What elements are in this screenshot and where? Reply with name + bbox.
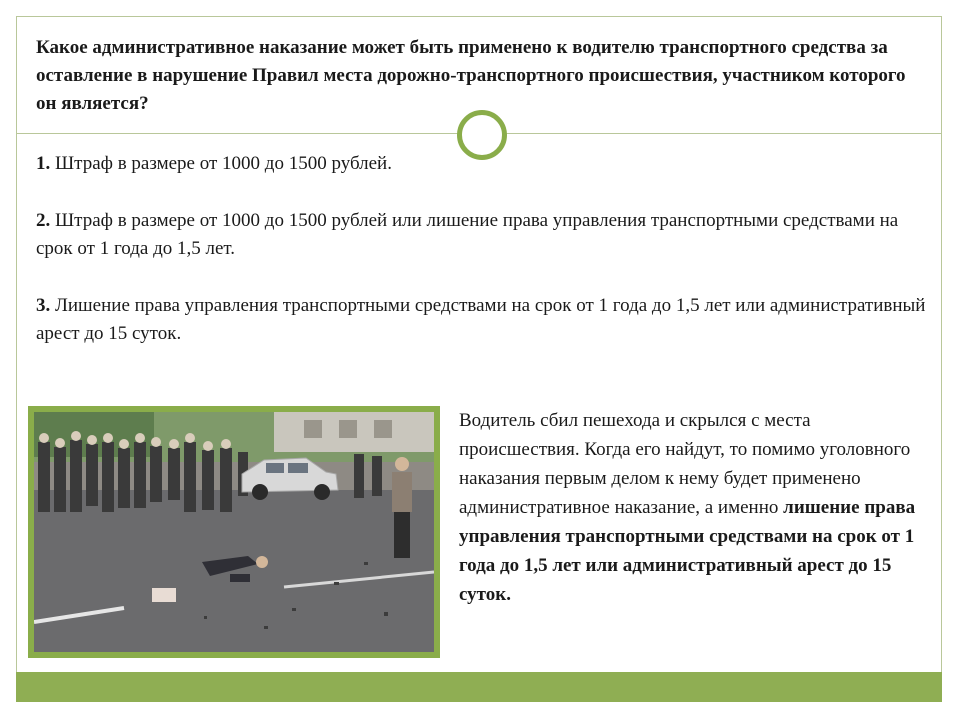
- explanation-plain: Водитель сбил пешехода и скрылся с места происшествия. Когда его найдут, то помимо уголовного наказания первым делом к нему будет применено административное наказание, а именно: [459, 410, 911, 518]
- answer-option-3[interactable]: [36, 292, 926, 348]
- answer-list: [36, 150, 926, 377]
- answer-number: 3.: [36, 295, 51, 316]
- answer-text: Лишение права управления транспортными средствами на срок от 1 года до 1,5 лет или административный арест до 15 суток.: [36, 295, 926, 344]
- answer-option-1[interactable]: [36, 150, 926, 178]
- footer-bar: [16, 672, 942, 702]
- explanation-text: [459, 406, 919, 609]
- accident-photo: [28, 406, 440, 658]
- answer-text: Штраф в размере от 1000 до 1500 рублей.: [50, 153, 392, 174]
- question-title: Какое административное наказание может быть применено к водителю транспортного средства за оставление в нарушение Правил места дорожно-транспортного происшествия, участником которого он является?: [36, 37, 906, 114]
- answer-number: 2.: [36, 210, 51, 231]
- answer-number: 1.: [36, 153, 51, 174]
- answer-text: Штраф в размере от 1000 до 1500 рублей или лишение права управления транспортными средствами на срок от 1 года до 1,5 лет.: [36, 210, 899, 259]
- explanation-highlight: лишение права управления транспортными средствами на срок от 1 года до 1,5 лет или административный арест до 15 суток.: [459, 497, 916, 605]
- answer-option-2[interactable]: [36, 207, 926, 263]
